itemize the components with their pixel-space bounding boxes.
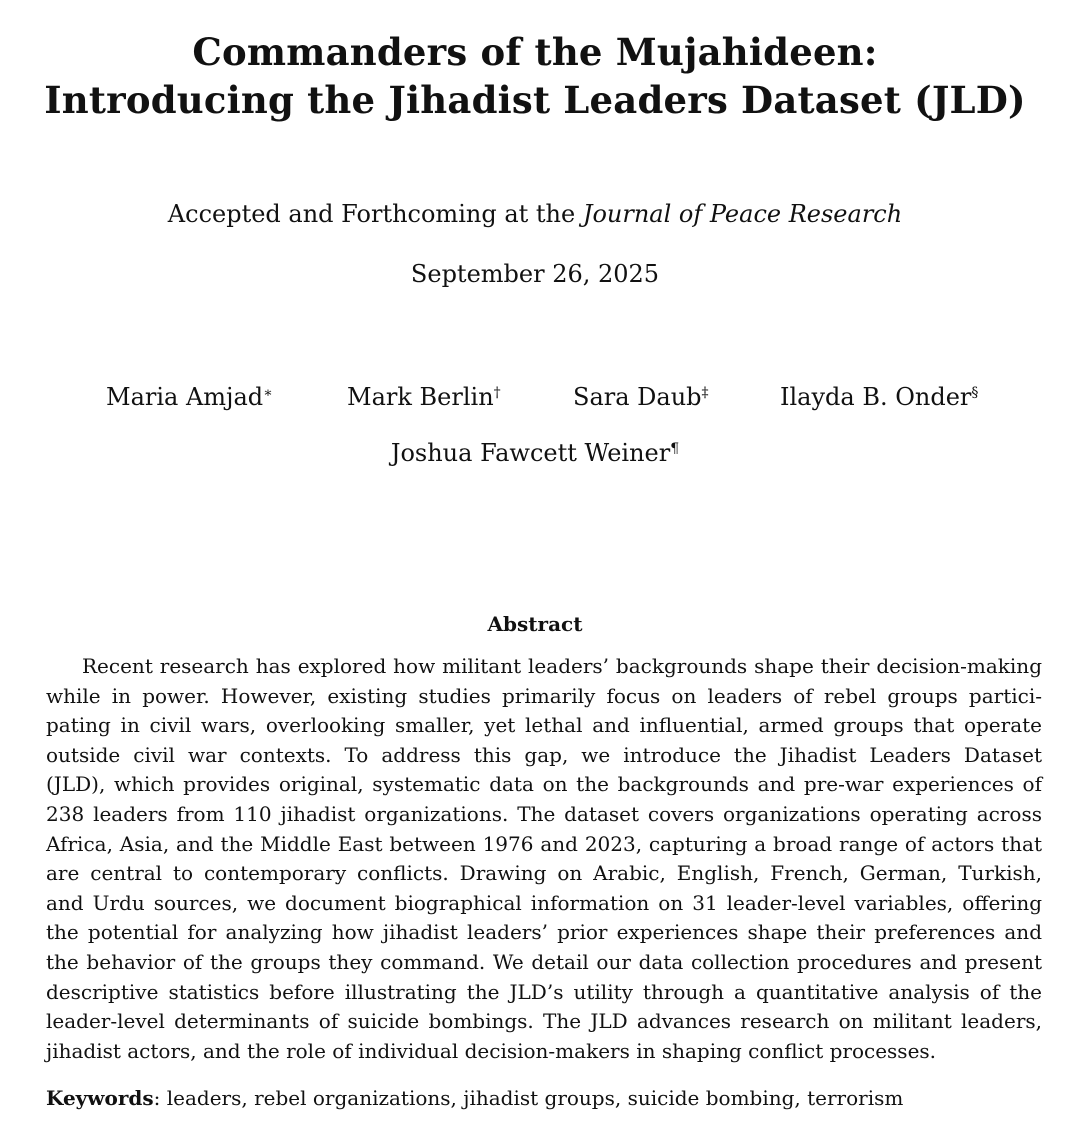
- abstract-line: pating in civil wars, overlooking smaller, yet lethal and influential, armed groups that operate: [46, 713, 1042, 738]
- abstract-line: outside civil war contexts. To address this gap, we introduce the Jihadist Leaders Dataset: [46, 742, 1042, 767]
- abstract-line: descriptive statistics before illustrating the JLD’s utility through a quantitative analysis of the: [46, 979, 1042, 1004]
- author-footnote-mark: ‡: [701, 385, 709, 401]
- abstract-line: jihadist actors, and the role of individual decision-makers in shaping conflict processes.: [46, 1038, 937, 1063]
- journal-name: Journal of Peace Research: [582, 200, 903, 228]
- publication-date: September 26, 2025: [410, 260, 660, 288]
- paper-title: [0, 28, 1070, 124]
- keywords: [46, 1084, 1042, 1113]
- abstract-line: Africa, Asia, and the Middle East between 1976 and 2023, capturing a broad range of actors that: [46, 831, 1042, 856]
- author-footnote-mark: †: [493, 385, 501, 401]
- abstract-heading: Abstract: [487, 612, 583, 636]
- abstract-line: and Urdu sources, we document biographical information on 31 leader-level variables, offering: [46, 890, 1042, 915]
- publication-venue: [0, 198, 1070, 230]
- author-name: Joshua Fawcett Weiner: [390, 439, 671, 467]
- author-maria-amjad: [106, 380, 273, 414]
- author-name: Mark Berlin: [347, 383, 494, 411]
- abstract-text: [46, 652, 1042, 1066]
- author-footnote-mark: ¶: [670, 441, 680, 457]
- author-footnote-mark: ∗: [263, 385, 273, 401]
- abstract-line: while in power. However, existing studies primarily focus on leaders of rebel groups partici-: [46, 683, 1042, 708]
- author-name: Ilayda B. Onder: [780, 383, 972, 411]
- author-name: Sara Daub: [573, 383, 702, 411]
- abstract-line: are central to contemporary conflicts. Drawing on Arabic, English, French, German, Turkish,: [46, 861, 1042, 886]
- author-ilayda-onder: [780, 380, 978, 414]
- paper-title-line-1: Commanders of the Mujahideen:: [192, 30, 878, 74]
- keywords-list: : leaders, rebel organizations, jihadist groups, suicide bombing, terrorism: [153, 1086, 904, 1110]
- paper-title-line-2: Introducing the Jihadist Leaders Dataset (JLD): [44, 78, 1026, 122]
- author-list: [0, 380, 1070, 414]
- keywords-label: Keywords: [46, 1086, 154, 1110]
- abstract-line: leader-level determinants of suicide bombings. The JLD advances research on militant leaders,: [46, 1009, 1042, 1034]
- abstract-line: the behavior of the groups they command. We detail our data collection procedures and present: [46, 949, 1042, 974]
- author-footnote-mark: §: [971, 385, 979, 401]
- abstract-line: 238 leaders from 110 jihadist organizations. The dataset covers organizations operating across: [46, 801, 1042, 826]
- author-sara-daub: [573, 380, 709, 414]
- abstract-line: the potential for analyzing how jihadist leaders’ prior experiences shape their preferences and: [46, 920, 1042, 945]
- venue-prefix: Accepted and Forthcoming at the: [167, 200, 583, 228]
- author-joshua-fawcett-weiner: [0, 436, 1070, 470]
- abstract-line: Recent research has explored how militant leaders’ backgrounds shape their decision-making: [82, 654, 1042, 678]
- abstract-line: (JLD), which provides original, systematic data on the backgrounds and pre-war experiences of: [46, 772, 1042, 797]
- author-name: Maria Amjad: [106, 383, 264, 411]
- author-mark-berlin: [347, 380, 501, 414]
